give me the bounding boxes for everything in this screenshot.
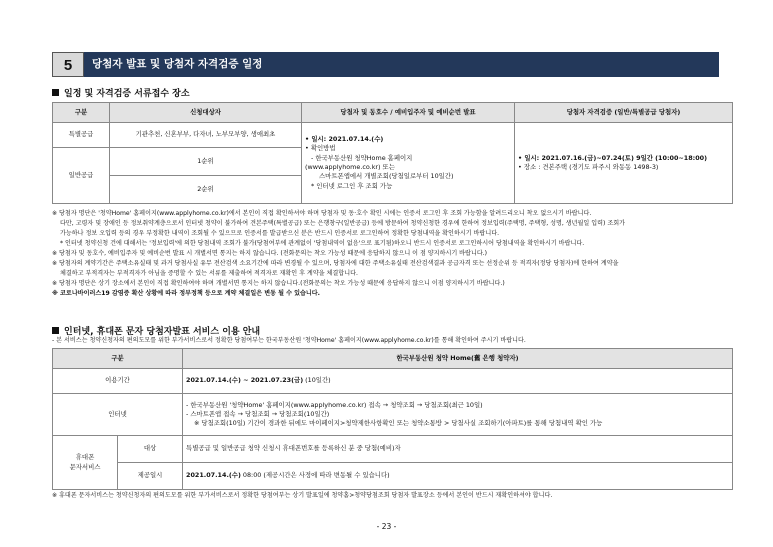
sms-label-line-2: 문자서비스 xyxy=(69,462,101,471)
internet-heading-text: 인터넷, 휴대폰 문자 당첨자발표 서비스 이용 안내 xyxy=(64,327,261,337)
header-announcement: 당첨자 및 동호수 / 예비입주자 및 예비순번 발표 xyxy=(302,103,515,123)
announce-line-4: * 인터넷 로그인 후 조회 가능 xyxy=(311,181,393,190)
rank-2: 2순위 xyxy=(110,176,302,204)
internet-line-1: - 한국부동산원 '청약Home' 홈페이지(www.applyhome.co.kr) 접속 → 청약조회 → 당첨조회(최근 10일) xyxy=(186,400,483,409)
note-5: ※ 당첨자 및 동호수, 예비입주자 및 예비순번 발표 시 개별서면 통지는 하지 않습니다. (전화문의는 착오 가능성 때문에 응답하지 않으니 이 점 양지하시기 바랍니다.) xyxy=(52,250,488,257)
rank-1: 1순위 xyxy=(110,148,302,176)
send-suffix: 08:00 (제공시간은 사정에 따라 변동될 수 있습니다) xyxy=(240,471,390,480)
header-applicant: 신청대상자 xyxy=(110,103,302,123)
sms-footnote: ※ 휴대폰 문자서비스는 청약신청자의 편의도모를 위한 부가서비스로서 정확한 당첨여부는 상기 발표일에 청약홈>청약당첨조회 당첨자 발표장소 등에서 본인이 반드시 재확인하셔야 합니다. xyxy=(52,492,553,499)
period-value: 2021.07.14.(수) ~ 2021.07.23(금) xyxy=(186,376,304,385)
internet-line-2: - 스마트폰앱 접속 → 당첨조회 → 당첨조회(10일간) xyxy=(186,409,330,418)
note-4: * 인터넷 청약신청 건에 대해서는 '정보입력'에 의한 당첨내역 조회가 불가(당첨여부에 관계없이 '당첨내역이 없음'으로 표기됨)하오니 반드시 인증서로 로그인하시어 당첨내역을 확인하시기 바랍니다. xyxy=(60,240,585,247)
period-label: 이용기간 xyxy=(53,369,183,394)
announce-line-2: (www.applyhome.co.kr) 또는 xyxy=(305,163,395,171)
period-suffix: (10일간) xyxy=(303,376,331,385)
note-3: 가능하나 정보 오입력 등의 경우 부정확한 내역이 조회될 수 있으므로 인증서를 발급받으신 분은 반드시 인증서로 로그인하여 정확한 당첨내역을 확인하시기 바랍니다. xyxy=(60,230,500,237)
sms-label xyxy=(53,436,118,490)
square-bullet-icon xyxy=(52,89,59,96)
service-header-category: 구분 xyxy=(53,349,183,369)
section-number: 5 xyxy=(52,52,84,77)
general-supply-label: 일반공급 xyxy=(53,148,110,204)
note-6: ※ 당첨자의 계약기간은 주택소유실태 및 과거 당첨사실 유무 전산검색 소요기간에 따라 변경될 수 있으며, 당첨자에 대한 주택소유실태 전산검색결과 공급자격 또는 선정순위 등 적격자(정당 당첨자)에 한하여 계약을 xyxy=(52,260,619,267)
period-cell xyxy=(183,369,733,394)
announce-method: • 확인방법 xyxy=(305,144,336,153)
announce-line-3: 스마트폰앱에서 개별조회(당첨일로부터 10일간) xyxy=(319,172,454,181)
schedule-heading-text: 일정 및 자격검증 서류접수 장소 xyxy=(64,89,190,99)
service-header-applyhome: 한국부동산원 청약 Home(舊 은행 청약자) xyxy=(183,349,733,369)
announce-date: • 일시: 2021.07.14.(수) xyxy=(305,135,384,144)
note-9: ※ 코로나바이러스19 감염증 확산 상황에 따라 정부정책 등으로 계약 체결일은 변동 될 수 있습니다. xyxy=(52,290,320,297)
verify-place: • 장소 : 견본주택 (경기도 파주시 와동동 1498-3) xyxy=(518,163,659,171)
verification-cell xyxy=(515,123,733,204)
special-supply-target: 기관추천, 신혼부부, 다자녀, 노부모부양, 생애최초 xyxy=(110,123,302,148)
internet-intro: - 본 서비스는 청약신청자의 편의도모를 위한 부가서비스로서 정확한 당첨여부는 한국부동산원 '청약Home' 홈페이지(www.applyhome.co.kr)를 통해 확인하여 주시기 바랍니다. xyxy=(52,337,526,344)
header-verification: 당첨자 자격검증 (일반/특별공급 당첨자) xyxy=(515,103,733,123)
section-title: 당첨자 발표 및 당첨자 자격검증 일정 xyxy=(84,52,719,77)
send-cell xyxy=(183,463,733,490)
note-7: 체결하고 부적격자는 부적격자가 아님을 증명할 수 있는 서류를 제출하여 적격자로 재확인 후 계약을 체결합니다. xyxy=(60,270,358,277)
note-8: ※ 당첨자 명단은 상기 장소에서 본인이 직접 확인하여야 하며 개별서면 통지는 하지 않습니다.(전화문의는 착오 가능성 때문에 응답하지 않으니 이점 양지하시기 바랍니다.) xyxy=(52,280,505,287)
target-label: 대상 xyxy=(118,436,183,463)
note-2: 다만, 고령자 및 장애인 등 정보취약계층으로서 인터넷 청약이 불가하여 견본주택(특별공급) 또는 은행창구(일반공급) 등에 방문하여 청약신청한 경우에 한하여 정보입력(주택명, 주택형, 성명, 생년월일 입력) 조회가 xyxy=(60,220,625,227)
note-1: ※ 당첨자 명단은 '청약Home' 홈페이지(www.applyhome.co.kr)에서 본인이 직접 확인하셔야 하며 당첨자 및 동·호수 확인 시에는 인증서 로그인 후 조회 가능함을 알려드리오니 착오 없으시기 바랍니다. xyxy=(52,210,592,217)
announce-line-1: - 한국부동산원 청약Home 홈페이지 xyxy=(311,153,413,162)
announcement-cell xyxy=(302,123,515,204)
target-value: 특별공급 및 일반공급 청약 신청시 휴대폰번호를 등록하신 분 중 당첨(예비)자 xyxy=(183,436,733,463)
square-bullet-icon xyxy=(52,327,59,334)
header-category: 구분 xyxy=(53,103,110,123)
page-number: - 23 - xyxy=(376,522,397,531)
verify-date: • 일시: 2021.07.16.(금)~07.24(토) 9일간 (10:00~18:00) xyxy=(518,153,708,162)
schedule-heading xyxy=(52,86,190,99)
schedule-table xyxy=(52,102,733,204)
internet-label: 인터넷 xyxy=(53,394,183,436)
internet-cell xyxy=(183,394,733,436)
service-table xyxy=(52,348,733,490)
sms-label-line-1: 휴대폰 xyxy=(75,453,95,462)
send-value: 2021.07.14.(수) xyxy=(186,471,241,480)
special-supply-label: 특별공급 xyxy=(53,123,110,148)
send-label: 제공일시 xyxy=(118,463,183,490)
internet-line-3: ※ 당첨조회(10일) 기간이 경과한 뒤에도 마이페이지>청약제한사항확인 또는 청약소통방 > 당첨사실 조회하기(아파트)를 통해 당첨내역 확인 가능 xyxy=(194,419,603,428)
